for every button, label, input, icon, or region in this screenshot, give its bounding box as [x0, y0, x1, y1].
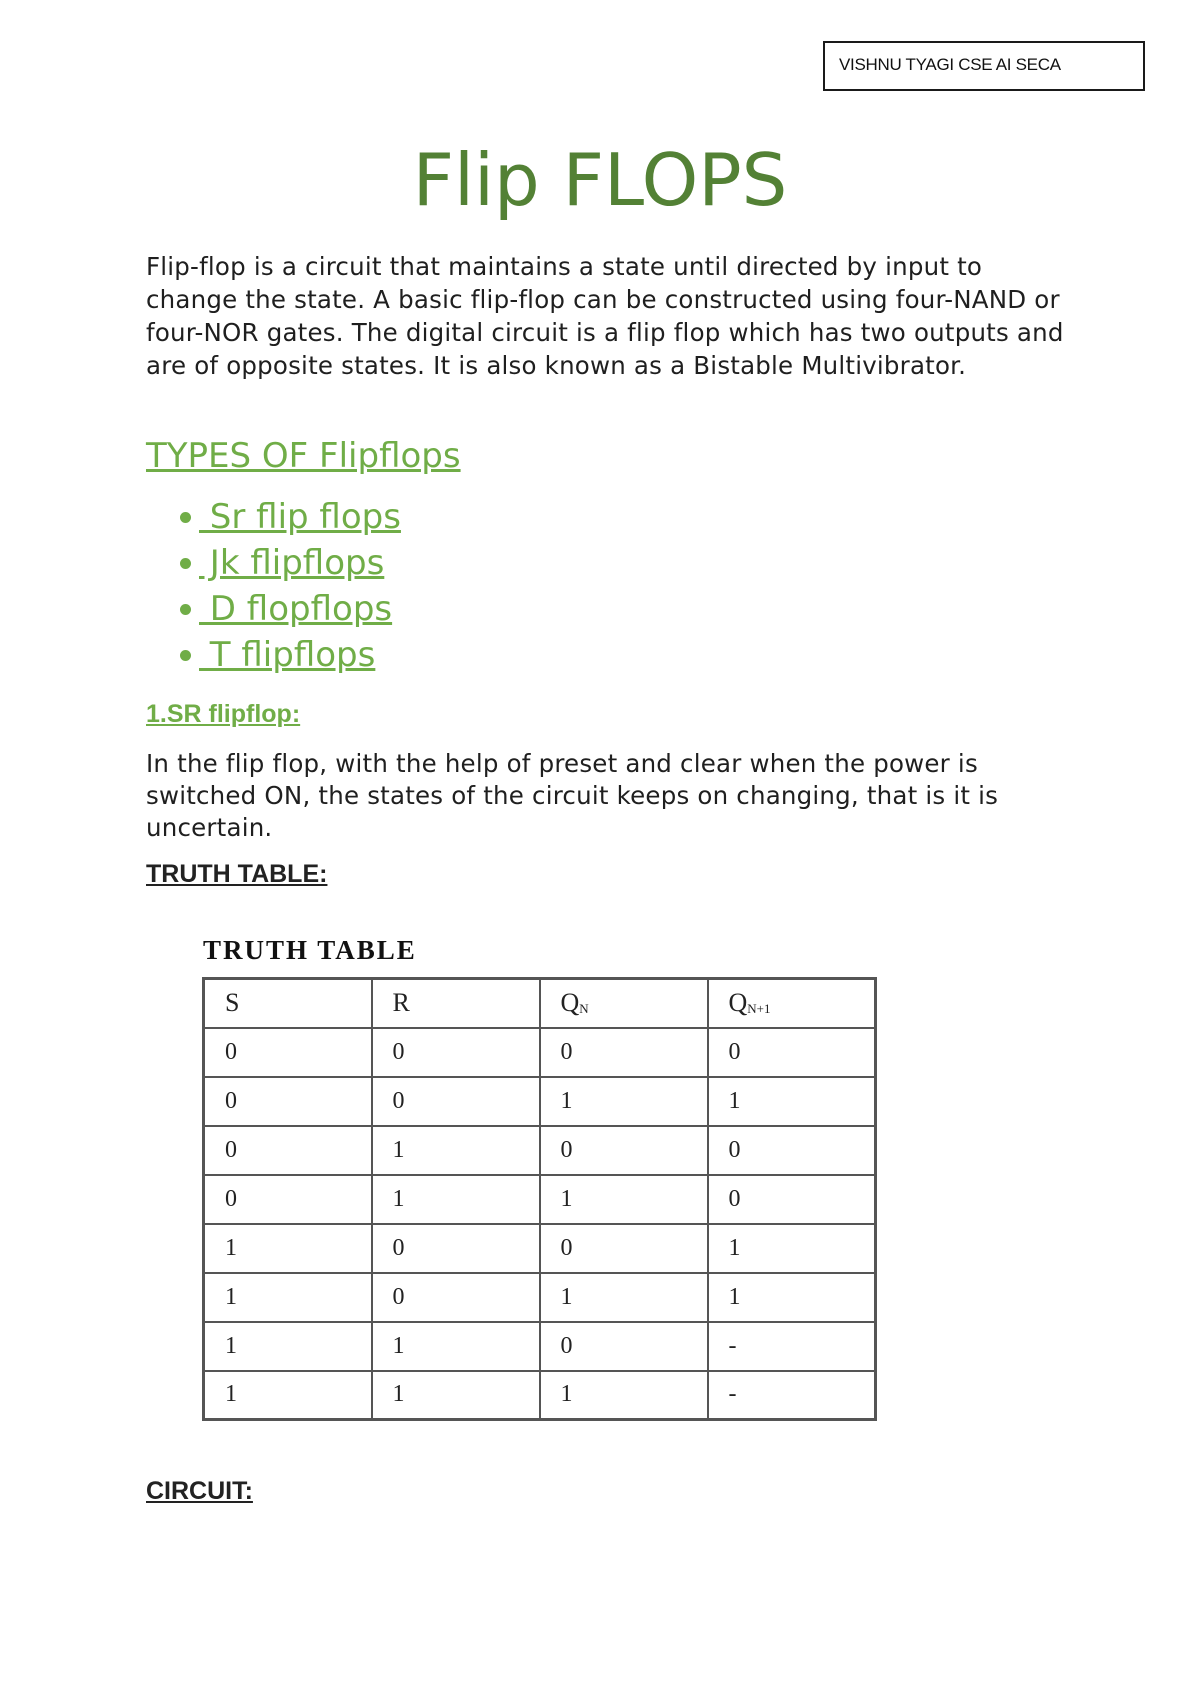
table-row: [204, 1273, 876, 1322]
table-cell: -: [708, 1322, 876, 1371]
table-row: [204, 1028, 876, 1077]
table-cell: 0: [540, 1322, 708, 1371]
table-cell: 0: [708, 1126, 876, 1175]
table-cell: 0: [372, 1273, 540, 1322]
header-sub: N+1: [747, 1001, 771, 1017]
table-cell: 1: [540, 1175, 708, 1224]
type-label: D flopflops: [199, 589, 393, 629]
column-header: [372, 979, 540, 1028]
table-cell: 1: [204, 1224, 372, 1273]
bullet-icon: [180, 512, 191, 523]
header-main: S: [225, 988, 240, 1018]
table-row: [204, 1126, 876, 1175]
table-cell: 0: [204, 1028, 372, 1077]
table-cell: 0: [540, 1028, 708, 1077]
type-label: Jk flipflops: [199, 543, 385, 583]
table-cell: 0: [708, 1175, 876, 1224]
table-cell: 1: [540, 1371, 708, 1420]
column-header: [540, 979, 708, 1028]
table-cell: 1: [372, 1175, 540, 1224]
column-header: [708, 979, 876, 1028]
list-item[interactable]: [180, 586, 401, 632]
circuit-heading: CIRCUIT:: [146, 1477, 253, 1505]
types-heading: TYPES OF Flipflops: [146, 436, 461, 476]
table-header-row: [204, 979, 876, 1028]
table-cell: 1: [372, 1322, 540, 1371]
header-sub: N: [579, 1001, 589, 1017]
table-row: [204, 1371, 876, 1420]
truth-table-figure-title: TRUTH TABLE: [203, 935, 417, 965]
table-cell: 1: [204, 1322, 372, 1371]
table-cell: 1: [540, 1273, 708, 1322]
table-cell: 0: [372, 1224, 540, 1273]
table-row: [204, 1077, 876, 1126]
table-cell: 1: [204, 1371, 372, 1420]
table-cell: 1: [372, 1371, 540, 1420]
table-cell: 0: [708, 1028, 876, 1077]
list-item[interactable]: [180, 494, 401, 540]
table-row: [204, 1175, 876, 1224]
table-cell: 1: [204, 1273, 372, 1322]
table-row: [204, 1224, 876, 1273]
type-label: T flipflops: [199, 635, 376, 675]
table-cell: 0: [372, 1028, 540, 1077]
header-main: Q: [728, 988, 748, 1018]
list-item[interactable]: [180, 632, 401, 678]
table-cell: 0: [540, 1224, 708, 1273]
table-row: [204, 1322, 876, 1371]
table-cell: 0: [204, 1175, 372, 1224]
page-title: Flip FLOPS: [412, 138, 788, 222]
header-main: R: [392, 988, 410, 1018]
types-list: [180, 494, 401, 678]
sr-description: In the flip flop, with the help of preset and clear when the power is switched ON, the states of the circuit keeps on changing, that is it is uncertain.: [146, 749, 999, 842]
table-cell: 1: [708, 1077, 876, 1126]
table-cell: 0: [204, 1126, 372, 1175]
column-header: [204, 979, 372, 1028]
bullet-icon: [180, 604, 191, 615]
truth-table-heading: TRUTH TABLE:: [146, 860, 328, 888]
table-cell: 0: [372, 1077, 540, 1126]
author-name-box: VISHNU TYAGI CSE AI SECA: [823, 41, 1145, 91]
header-main: Q: [560, 988, 580, 1018]
table-cell: 0: [540, 1126, 708, 1175]
sr-flipflop-heading: 1.SR flipflop:: [146, 700, 301, 728]
table-cell: 1: [708, 1224, 876, 1273]
type-label: Sr flip flops: [199, 497, 401, 537]
table-cell: 1: [540, 1077, 708, 1126]
truth-table: [202, 977, 877, 1421]
bullet-icon: [180, 558, 191, 569]
intro-paragraph: Flip-flop is a circuit that maintains a state until directed by input to change the state. A basic flip-flop can be constructed using four-NAND or four-NOR gates. The digital circuit is a flip flop which has two outputs and are of opposite states. It is also known as a Bistable Multivibrator.: [146, 252, 1064, 380]
table-cell: -: [708, 1371, 876, 1420]
table-cell: 1: [372, 1126, 540, 1175]
bullet-icon: [180, 650, 191, 661]
list-item[interactable]: [180, 540, 401, 586]
table-cell: 0: [204, 1077, 372, 1126]
table-cell: 1: [708, 1273, 876, 1322]
